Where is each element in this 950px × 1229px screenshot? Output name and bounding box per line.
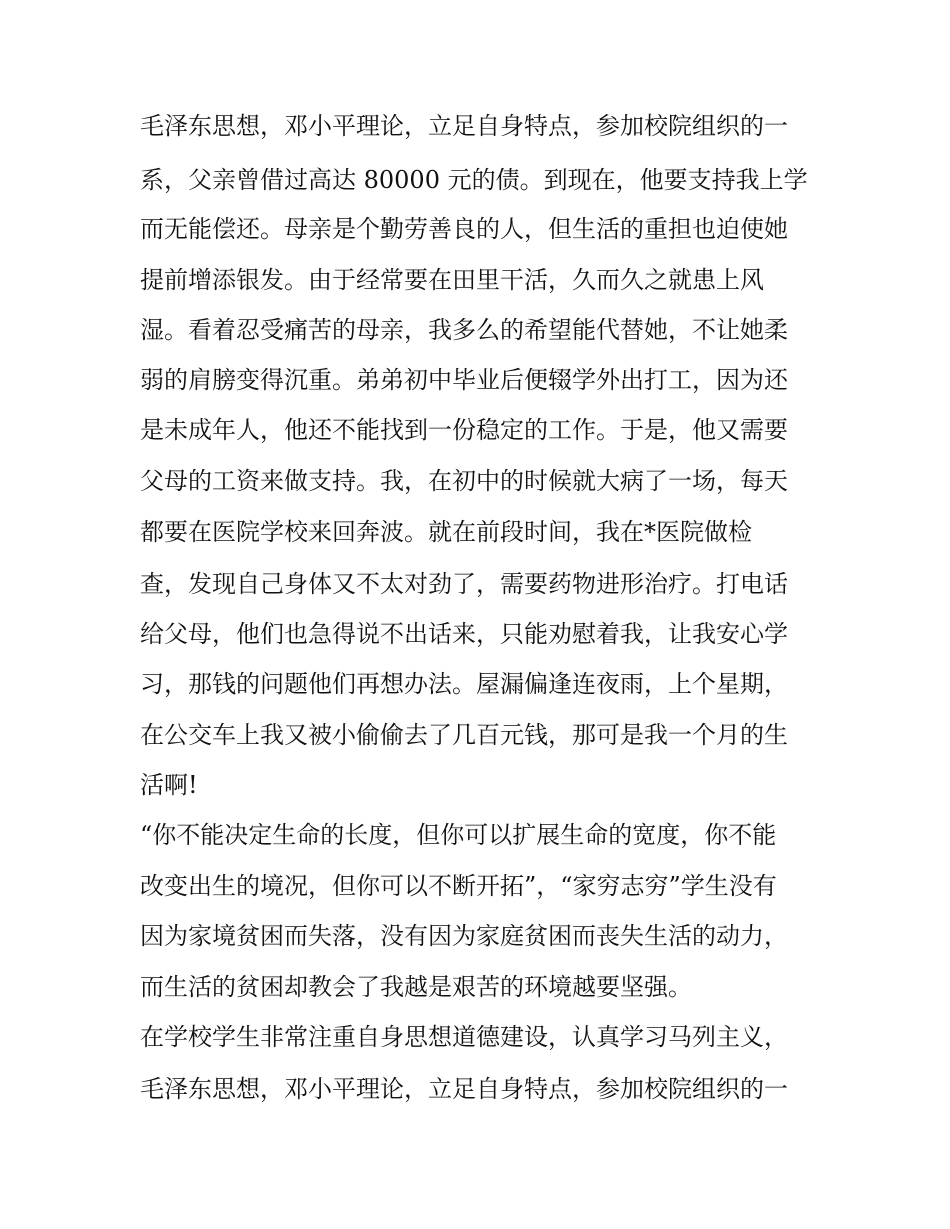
text-line: 提前增添银发。由于经常要在田里干活，久而久之就患上风 — [140, 266, 764, 294]
text-line: 毛泽东思想，邓小平理论，立足自身特点，参加校院组织的一 — [140, 1075, 788, 1103]
text-line: 而生活的贫困却教会了我越是艰苦的环境越要坚强。 — [140, 973, 692, 1001]
text-line: 湿。看着忍受痛苦的母亲，我多么的希望能代替她，不让她柔 — [140, 316, 788, 344]
text-line: 是未成年人，他还不能找到一份稳定的工作。于是，他又需要 — [140, 416, 788, 444]
text-line: 活啊! — [140, 771, 198, 799]
text-line: 父母的工资来做支持。我，在初中的时候就大病了一场，每天 — [140, 467, 788, 495]
text-line: 毛泽东思想，邓小平理论，立足自身特点，参加校院组织的一 — [140, 112, 788, 140]
text-line: “你不能决定生命的长度，但你可以扩展生命的宽度，你不能 — [140, 821, 777, 849]
text-line: 系，父亲曾借过高达 80000 元的债。到现在，他要支持我上学 — [140, 166, 808, 194]
text-line: 习，那钱的问题他们再想办法。屋漏偏逢连夜雨，上个星期， — [140, 670, 788, 698]
text-line: 在学校学生非常注重自身思想道德建设，认真学习马列主义， — [140, 1023, 788, 1051]
text-line: 查，发现自己身体又不太对劲了，需要药物进形治疗。打电话 — [140, 570, 788, 598]
text-line: 弱的肩膀变得沉重。弟弟初中毕业后便辍学外出打工，因为还 — [140, 366, 788, 394]
text-line: 在公交车上我又被小偷偷去了几百元钱，那可是我一个月的生 — [140, 721, 788, 749]
text-line: 都要在医院学校来回奔波。就在前段时间，我在*医院做检 — [140, 518, 752, 546]
text-line: 改变出生的境况，但你可以不断开拓”，“家穷志穷”学生没有 — [140, 872, 777, 900]
text-line: 因为家境贫困而失落，没有因为家庭贫困而丧失生活的动力， — [140, 922, 788, 950]
text-line: 给父母，他们也急得说不出话来，只能劝慰着我，让我安心学 — [140, 620, 788, 648]
text-line: 而无能偿还。母亲是个勤劳善良的人，但生活的重担也迫使她 — [140, 215, 788, 243]
